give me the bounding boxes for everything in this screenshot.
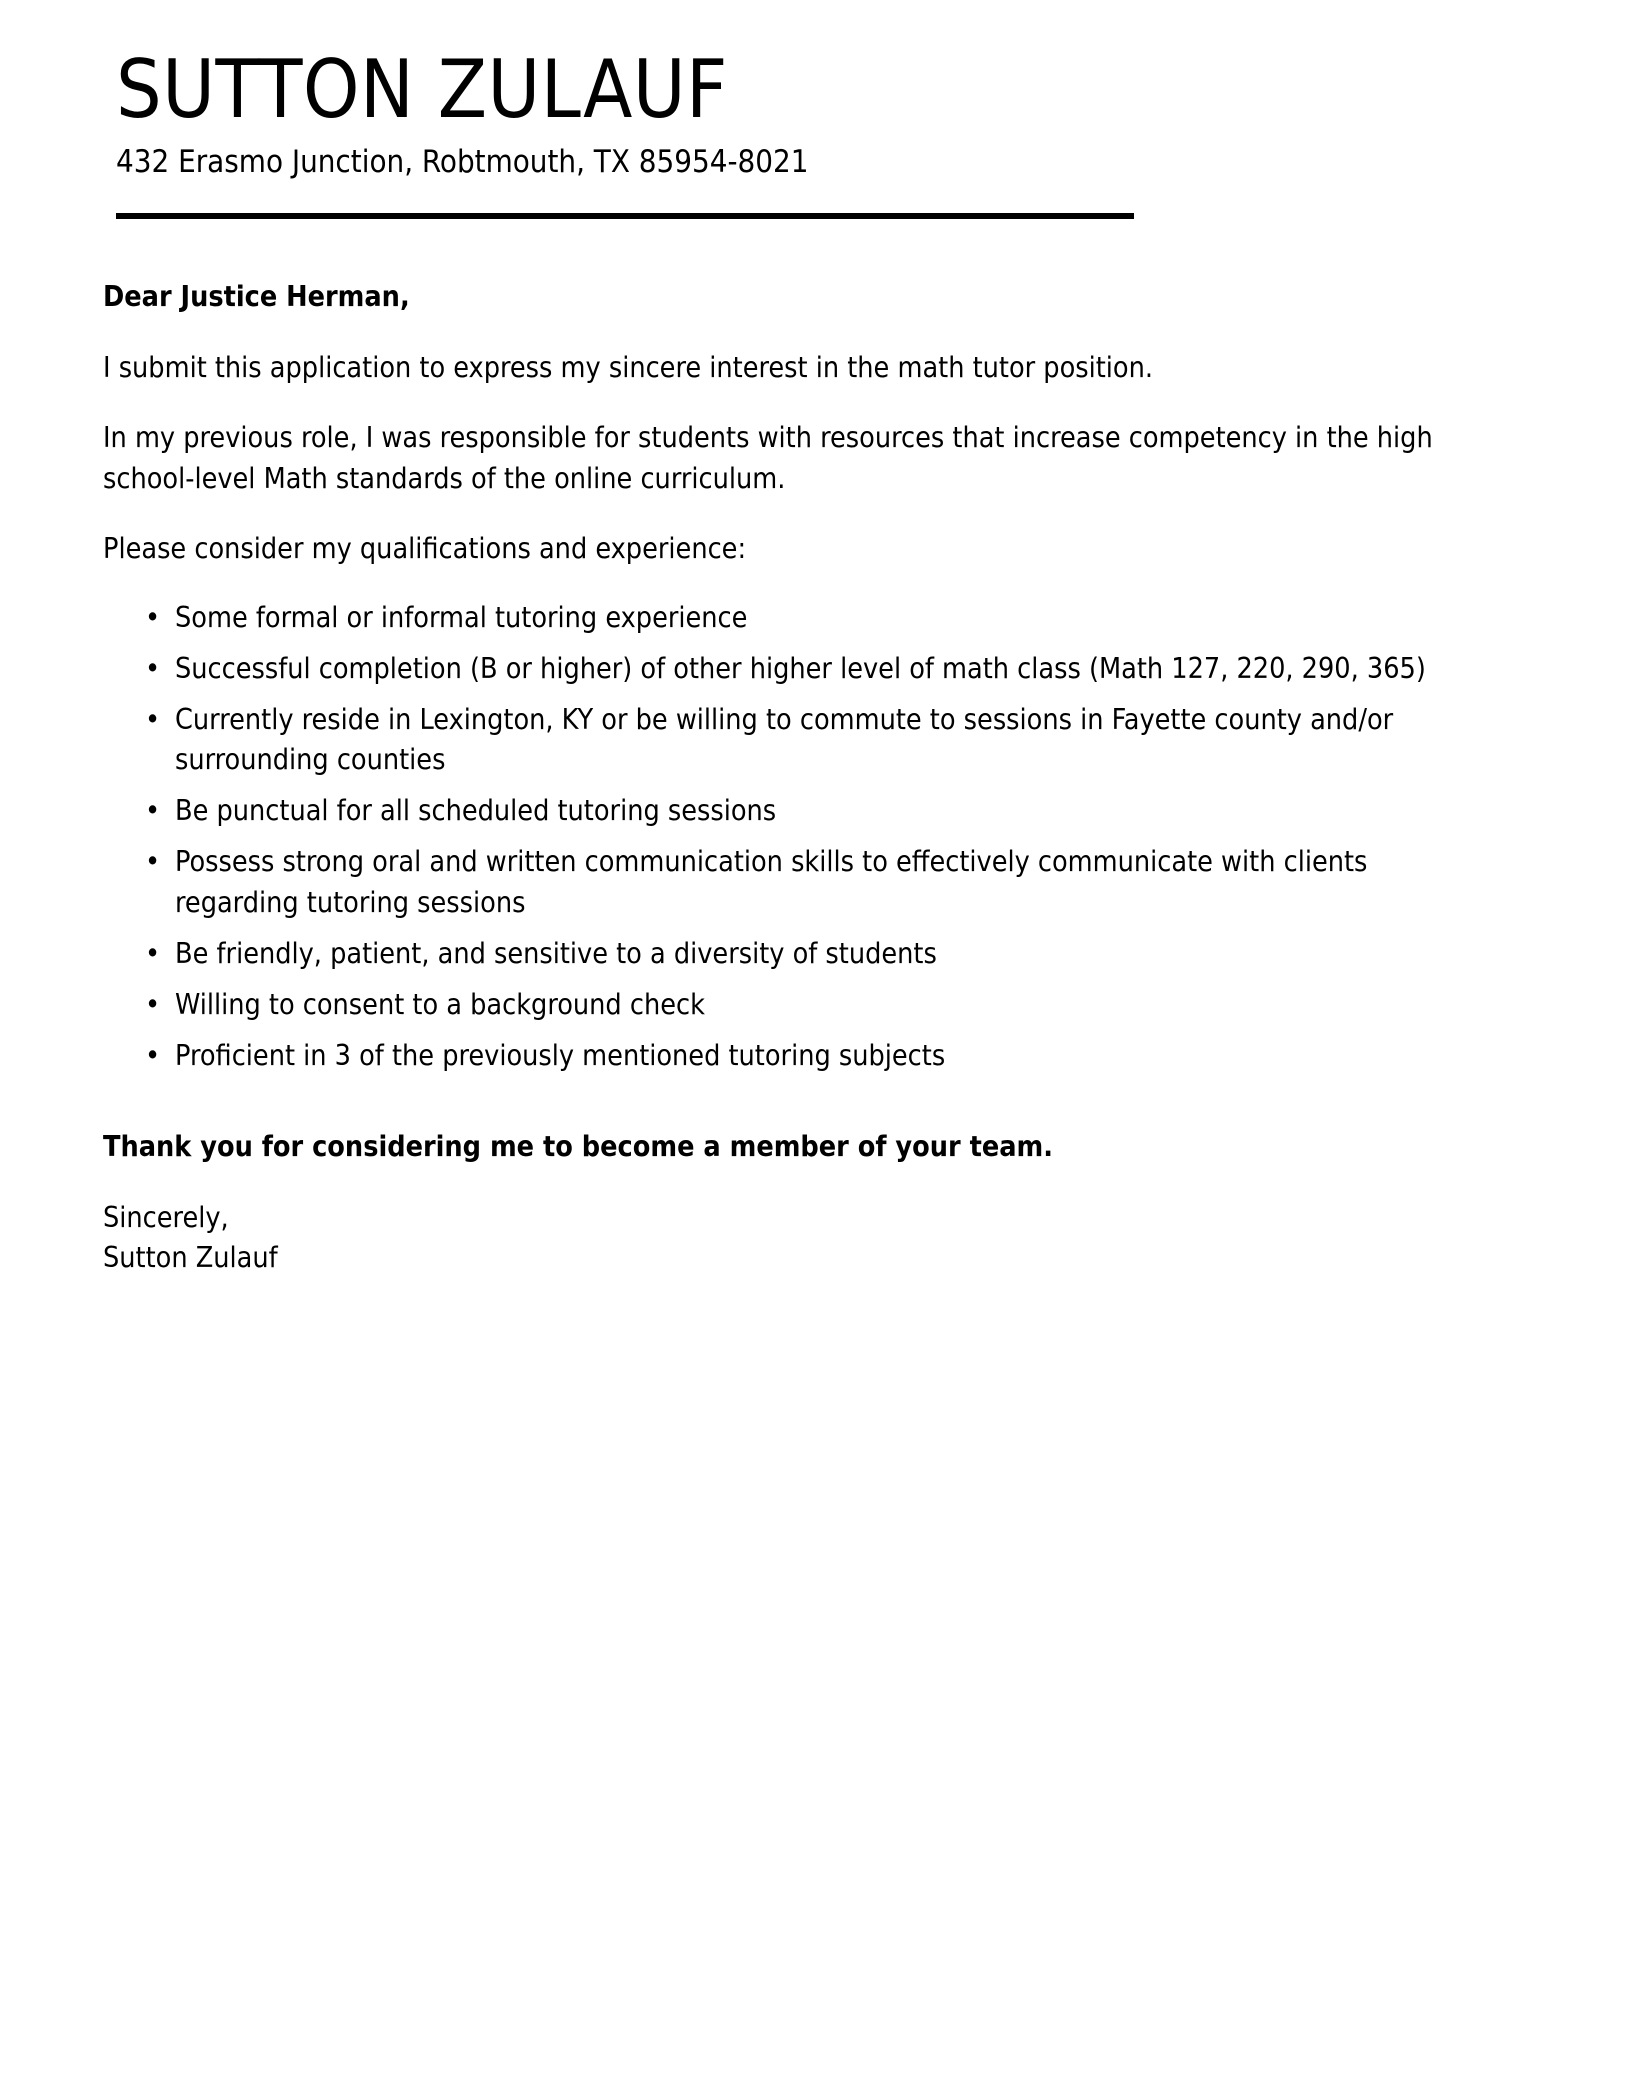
- bullet-icon: •: [145, 845, 161, 879]
- bullet-icon: •: [145, 794, 161, 828]
- list-item-label: Possess strong oral and written communication skills to effectively communicate with clients regarding tutoring sessions: [175, 845, 1368, 919]
- paragraph-qualifications-lead-in: Please consider my qualifications and experience:: [103, 532, 747, 566]
- list-item-label: Willing to consent to a background check: [175, 987, 705, 1021]
- salutation: Dear Justice Herman,: [103, 280, 410, 314]
- signature-name: Sutton Zulauf: [103, 1241, 278, 1275]
- sign-off-salutation: Sincerely,: [103, 1200, 229, 1234]
- bullet-icon: •: [145, 936, 161, 970]
- letterhead: [0, 0, 1632, 219]
- applicant-address: 432 Erasmo Junction, Robtmouth, TX 85954-8021: [116, 144, 809, 180]
- list-item-label: Successful completion (B or higher) of other higher level of math class (Math 127, 220, 290, 365): [175, 651, 1426, 685]
- list-item: [145, 700, 1492, 791]
- bullet-icon: •: [145, 1039, 161, 1073]
- applicant-name-heading: SUTTON ZULAUF: [116, 43, 728, 136]
- list-item-label: Some formal or informal tutoring experience: [175, 600, 748, 634]
- list-item-label: Proficient in 3 of the previously mentioned tutoring subjects: [175, 1039, 946, 1073]
- qualifications-list: [0, 570, 1632, 1088]
- list-item: [145, 598, 1492, 649]
- bullet-icon: •: [145, 651, 161, 685]
- list-item-label: Be punctual for all scheduled tutoring sessions: [175, 794, 777, 828]
- bullet-icon: •: [145, 987, 161, 1021]
- list-item-label: Be friendly, patient, and sensitive to a diversity of students: [175, 936, 937, 970]
- paragraph-intro: I submit this application to express my sincere interest in the math tutor position.: [103, 350, 1154, 384]
- paragraph-experience: In my previous role, I was responsible for students with resources that increase competency in the high school-level Math standards of the online curriculum.: [103, 421, 1433, 495]
- list-item-label: Currently reside in Lexington, KY or be willing to commute to sessions in Fayette county and/or surrounding counties: [175, 702, 1394, 777]
- list-item: [145, 842, 1492, 933]
- bullet-icon: •: [145, 702, 161, 736]
- bullet-icon: •: [145, 600, 161, 634]
- list-item: [145, 1036, 1492, 1087]
- letter-body: [0, 219, 1632, 1278]
- list-item: [145, 934, 1492, 985]
- closing-thanks: Thank you for considering me to become a member of your team.: [103, 1130, 1054, 1164]
- list-item: [145, 985, 1492, 1036]
- sign-off-block: [0, 1168, 1632, 1279]
- list-item: [145, 649, 1492, 700]
- list-item: [145, 791, 1492, 842]
